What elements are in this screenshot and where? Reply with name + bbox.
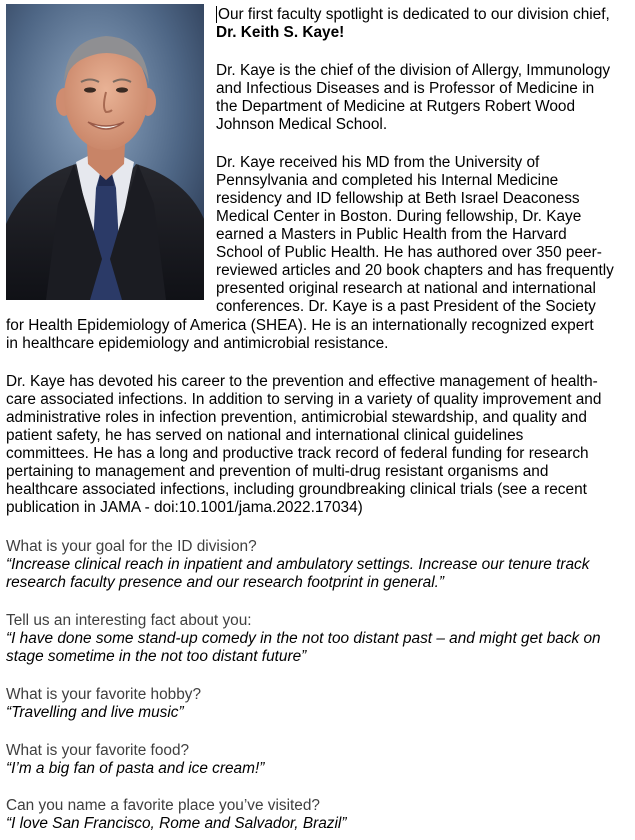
text-line: presented original research at national and international [216,280,596,297]
answer: “I have done some stand-up comedy in the not too distant past – and might get back on [6,630,601,647]
text-line: pertaining to management and prevention of multi-drug resistant organisms and [6,463,549,480]
text-line: Dr. Kaye received his MD from the University of [216,154,540,171]
chief-name: Dr. Keith S. Kaye! [216,24,345,41]
answer: “Increase clinical reach in inpatient and ambulatory settings. Increase our tenure track [6,556,590,573]
text-line: for Health Epidemiology of America (SHEA). He is an internationally recognized expert [6,317,594,334]
question: What is your favorite hobby? [6,686,202,703]
text-line: care associated infections. In addition to serving in a variety of quality improvement and [6,391,602,408]
text-line: conferences. Dr. Kaye is a past President of the Society [216,298,596,315]
intro-line: Our first faculty spotlight is dedicated to our division chief, [218,6,610,23]
text-line: and Infectious Diseases and is Professor of Medicine in [216,80,595,97]
answer: research faculty presence and our research footprint in general.” [6,574,445,591]
text-line: School of Public Health. He has authored over 350 peer- [216,244,602,261]
text-line: committees. He has a long and productive track record of federal funding for research [6,445,589,462]
text-line: Medical Center in Boston. During fellowship, Dr. Kaye [216,208,582,225]
text-line: reviewed articles and 20 book chapters and has frequently [216,262,614,279]
portrait-photo [6,4,204,300]
text-line: Pennsylvania and completed his Internal Medicine [216,172,559,189]
text-line: the Department of Medicine at Rutgers Robert Wood [216,98,576,115]
text-line: administrative roles in infection prevention, antimicrobial stewardship, and quality and [6,409,587,426]
text-line: earned a Masters in Public Health from the Harvard [216,226,567,243]
question: Can you name a favorite place you’ve visited? [6,797,320,814]
text-line: in healthcare epidemiology and antimicrobial resistance. [6,335,389,352]
text-line: Johnson Medical School. [216,116,388,133]
question: What is your goal for the ID division? [6,538,257,555]
answer: “I love San Francisco, Rome and Salvador, Brazil” [6,815,347,832]
answer: “Travelling and live music” [6,704,184,721]
text-line: Dr. Kaye has devoted his career to the prevention and effective management of health- [6,373,598,390]
text-line: Dr. Kaye is the chief of the division of Allergy, Immunology [216,62,611,79]
question: Tell us an interesting fact about you: [6,612,252,629]
text-line: publication in JAMA - doi:10.1001/jama.2022.17034) [6,499,363,516]
text-line: residency and ID fellowship at Beth Israel Deaconess [216,190,580,207]
text-line: patient safety, he has served on national and international clinical guidelines [6,427,524,444]
answer: stage sometime in the not too distant future” [6,648,307,665]
text-line: healthcare associated infections, including groundbreaking clinical trials (see a recent [6,481,587,498]
question: What is your favorite food? [6,742,190,759]
text-cursor [216,6,217,23]
answer: “I’m a big fan of pasta and ice cream!” [6,760,265,777]
